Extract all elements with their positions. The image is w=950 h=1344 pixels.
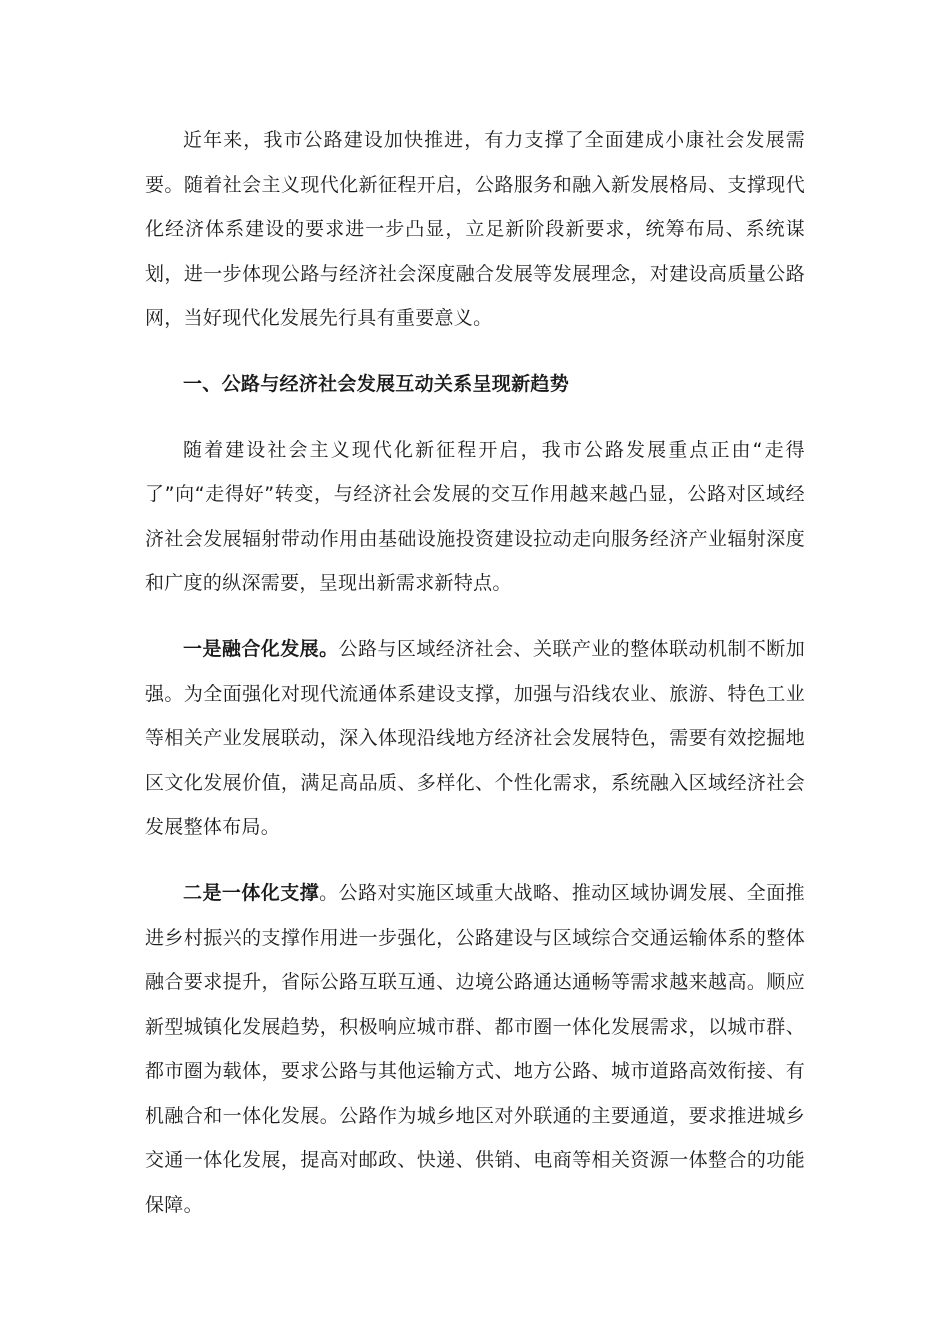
section-heading: 一、公路与经济社会发展互动关系呈现新趋势 bbox=[183, 372, 570, 395]
intro-paragraph: 近年来，我市公路建设加快推进，有力支撑了全面建成小康社会发展需要。随着社会主义现代化新征程开启，公路服务和融入新发展格局、支撑现代化经济体系建设的要求进一步凸显，立足新阶段新要求，统筹布局、系统谋划，进一步体现公路与经济社会深度融合发展等发展理念，对建设高质量公路网，当好现代化发展先行具有重要意义。 bbox=[145, 129, 805, 330]
point-lead-2: 二是一体化支撑 bbox=[183, 881, 320, 904]
point-text-2: 。公路对实施区域重大战略、推动区域协调发展、全面推进乡村振兴的支撑作用进一步强化，公路建设与区域综合交通运输体系的整体融合要求提升，省际公路互联互通、边境公路通达通畅等需求越来越高。顺应新型城镇化发展趋势，积极响应城市群、都市圈一体化发展需求，以城市群、都市圈为载体，要求公路与其他运输方式、地方公路、城市道路高效衔接、有机融合和一体化发展。公路作为城乡地区对外联通的主要通道，要求推进城乡交通一体化发展，提高对邮政、快递、供销、电商等相关资源一体整合的功能保障。 bbox=[145, 881, 805, 1217]
point-paragraph-2 bbox=[145, 871, 805, 1228]
point-text-1: 公路与区域经济社会、关联产业的整体联动机制不断加强。为全面强化对现代流通体系建设支撑，加强与沿线农业、旅游、特色工业等相关产业发展联动，深入体现沿线地方经济社会发展特色，需要有效挖掘地区文化发展价值，满足高品质、多样化、个性化需求，系统融入区域经济社会发展整体布局。 bbox=[145, 637, 806, 839]
point-paragraph-1 bbox=[145, 627, 805, 850]
document-page bbox=[145, 118, 805, 1249]
point-lead-1: 一是融合化发展。 bbox=[183, 637, 339, 660]
section-intro-paragraph: 随着建设社会主义现代化新征程开启，我市公路发展重点正由“走得了”向“走得好”转变，与经济社会发展的交互作用越来越凸显，公路对区域经济社会发展辐射带动作用由基础设施投资建设拉动走向服务经济产业辐射深度和广度的纵深需要，呈现出新需求新特点。 bbox=[145, 438, 805, 595]
